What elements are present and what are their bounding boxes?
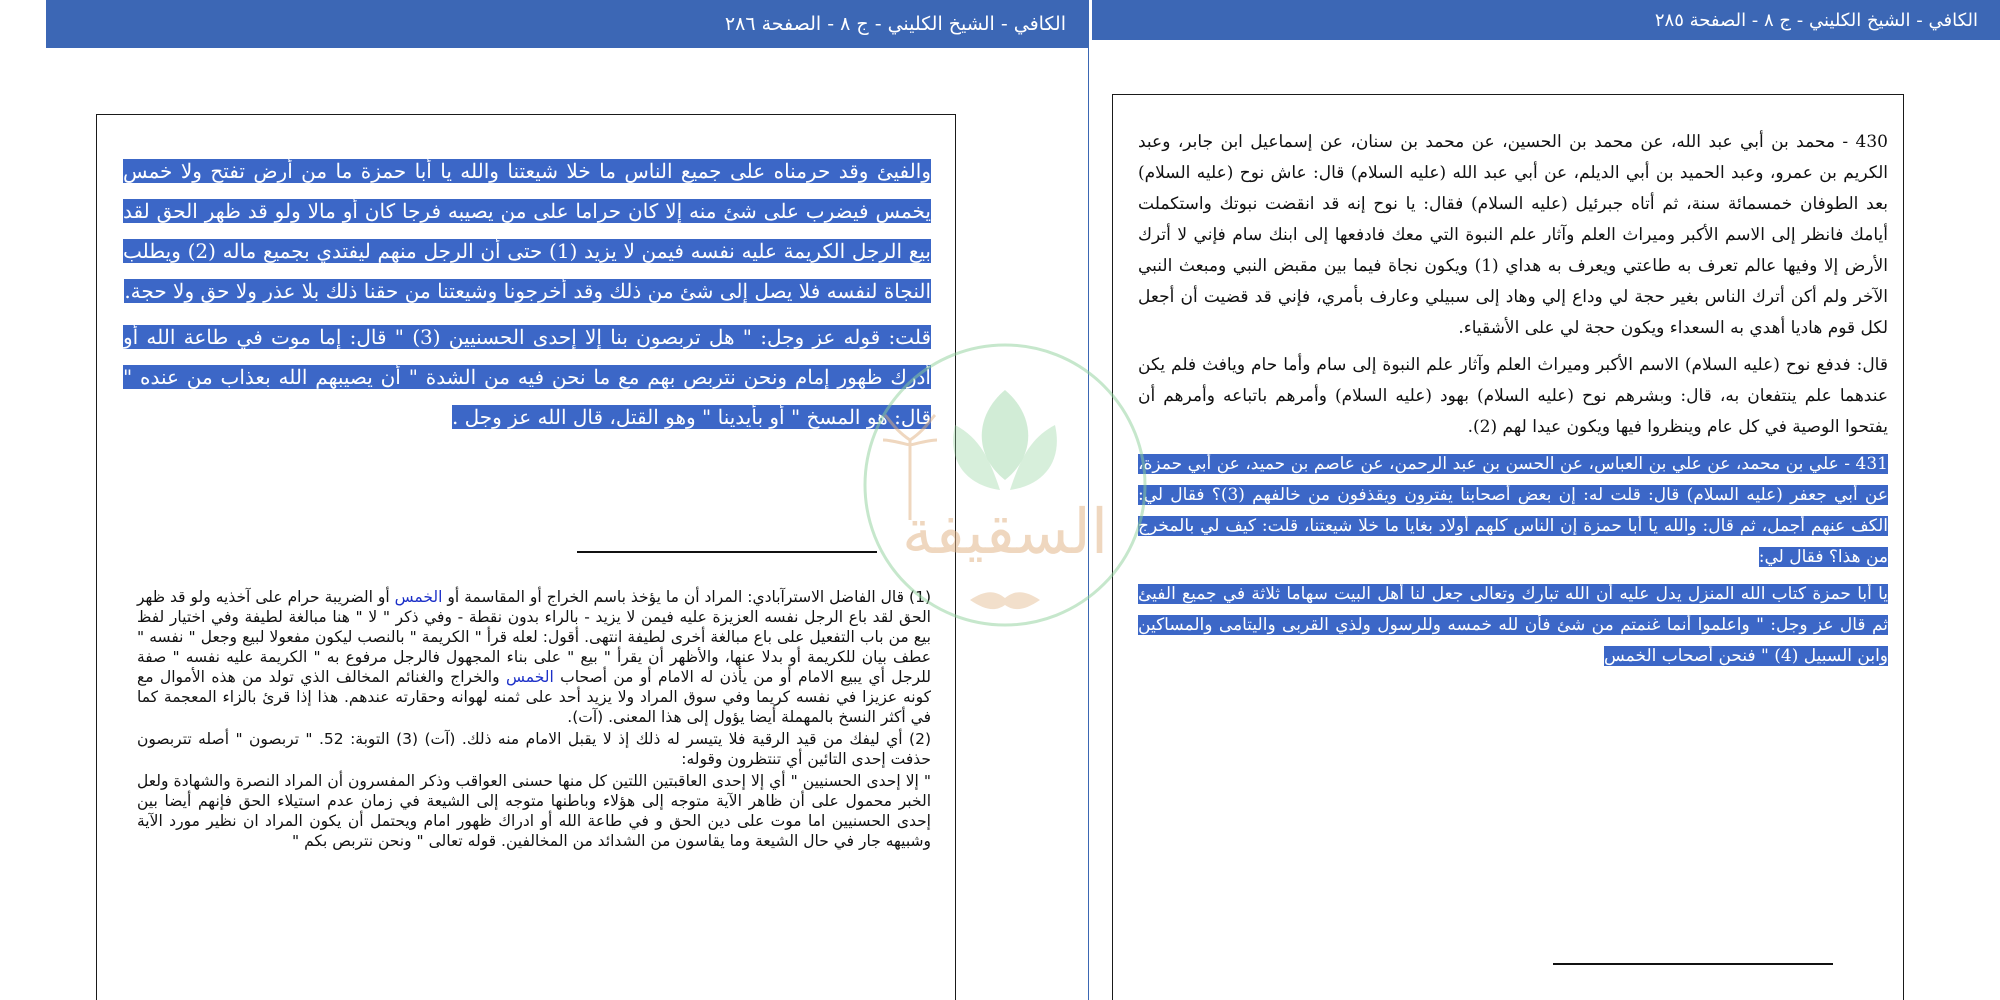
- page-sheet-286[interactable]: [96, 114, 956, 1000]
- page-header-286: [46, 0, 1088, 48]
- page-title-285: الكافي - الشيخ الكليني - ج ٨ - الصفحة ٢٨٥: [1654, 9, 1978, 31]
- keyword-highlight[interactable]: الخمس: [506, 668, 554, 686]
- page-sheet-285[interactable]: [1112, 94, 1904, 1000]
- footnote[interactable]: " إلا إحدى الحسنيين " أي إلا إحدى العاقبتين اللتين كل منها حسنى العواقب وذكر المفسرون أن المراد النصرة والشهادة ولعل الخبر محمول على أن ظاهر الآية متوجه إلى هؤلاء وباطنها متوجه إلى الشيعة في زمان عدم استيلاء الحق فإنهم أيضا بين إحدى الحسنيين اما موت على دين الحق و في طاعة الله أو ادراك ظهور امام ويحتمل أن يكون المراد ان نظير مورد الآية وشبيهه جار في حال الشيعة وما يقاسون من الشدائد من المخالفين. قوله تعالى " ونحن نتربص بكم ": [137, 772, 931, 850]
- paragraph[interactable]: [123, 317, 931, 437]
- footnotes-286[interactable]: [137, 587, 931, 853]
- paragraph-430[interactable]: 430 - محمد بن أبي عبد الله، عن محمد بن الحسين، عن محمد بن سنان، عن إسماعيل ابن جابر، وعبد الكريم بن عمرو، وعبد الحميد بن أبي الديلم، عن أبي عبد الله (عليه السلام) قال: عاش نوح (عليه السلام) بعد الطوفان خمسمائة سنة، ثم أتاه جبرئيل (عليه السلام) فقال: يا نوح إنه قد انقضت نبوتك واستكملت أيامك فانظر إلى الاسم الأكبر وميراث العلم وآثار علم النبوة التي معك فادفعها إلى ابنك سام فإني لا أترك الأرض إلا وفيها عالم تعرف به طاعتي ويعرف به هداي (1) ويكون نجاة فيما بين مقبض النبي ومبعث النبي الآخر ولم أكن أترك الناس بغير حجة لي وداع إلي وهاد إلى سبيلي وعارف بأمري، فإني قد قضيت أن أجعل لكل قوم هاديا أهدي به السعداء ويكون حجة لي على الأشقياء.: [1138, 132, 1888, 338]
- selected-text[interactable]: قلت: قوله عز وجل: " هل تربصون بنا إلا إحدى الحسنيين (3) " قال: إما موت في طاعة الله أو أدرك ظهور إمام ونحن نتربص بهم مع ما نحن فيه من الشدة " أن يصيبهم الله بعذاب من عنده " قال: هو المسخ " أو بأيدينا " وهو القتل، قال الله عز وجل .: [123, 325, 932, 429]
- paragraph-431[interactable]: [1138, 449, 1888, 573]
- page-pane-286[interactable]: [46, 0, 1089, 1000]
- paragraph-431-continued[interactable]: [1138, 579, 1888, 672]
- footnote[interactable]: (1) قال الفاضل الاسترآبادي: المراد أن ما يؤخذ باسم الخراج أو المقاسمة أو الخمس أو الضريبة حرام على آخذيه ولو قد ظهر الحق لقد باع الرجل نفسه العزيزة عليه فيمن لا يزيد - بالراء بدون نقطة - وفي ذكر " لا " هنا مبالغة لطيفة وفي اختيار لفظ بيع من باب التفعيل على باع مبالغة أخرى لطيفة انتهى. أقول: لعله قرأ " الكريمة " بالنصب ليكون مفعولا لبيع وجعل " نفسه " عطف بيان للكريمة أو بدلا عنها، والأظهر أن يقرأ " بيع " على بناء المجهول فالرجل مرفوع به " الكريمة عليه نفسه " صفة للرجل أي يبيع الامام أو من يأذن له الامام أو من أصحاب الخمس والخراج والغنائم المخالف الذي تولد من هذه الأموال مع كونه عزيزا في نفسه كريما وفي سوق المراد ولا يزيد أحد على ثمنه لهوانه وحقارته عندهم. هذا إذا قرئ بالزاء المعجمة كما في أكثر النسخ بالمهملة أيضا يؤول إلى هذا المعنى. (آت).: [137, 588, 931, 726]
- paragraph-430-continued[interactable]: قال: فدفع نوح (عليه السلام) الاسم الأكبر وميراث العلم وآثار علم النبوة إلى سام وأما حام ويافث فلم يكن عندهما علم ينتفعان به، قال: وبشرهم نوح (عليه السلام) بهود (عليه السلام) وأمرهم باتباعه وأمرهم أن يفتحوا الوصية في كل عام وينظروا فيها ويكون عيدا لهم (2).: [1138, 355, 1888, 437]
- page-pane-285[interactable]: [1092, 0, 2000, 1000]
- selected-text[interactable]: 431 - علي بن محمد، عن علي بن العباس، عن الحسن بن عبد الرحمن، عن عاصم بن حميد، عن أبي حمزة، عن أبي جعفر (عليه السلام) قال: قلت له: إن بعض أصحابنا يفترون ويقذفون من خالفهم (3)؟ فقال لي: الكف عنهم أجمل، ثم قال: والله يا أبا حمزة إن الناس كلهم أولاد بغايا ما خلا شيعتنا، قلت: كيف لي بالمخرج من هذا؟ فقال لي:: [1138, 454, 1888, 567]
- selected-text[interactable]: والفيئ وقد حرمناه على جميع الناس ما خلا شيعتنا والله يا أبا حمزة ما من أرض تفتح ولا خمس يخمس فيضرب على شئ منه إلا كان حراما على من يصيبه فرجا كان أو مالا ولو قد ظهر الحق لقد بيع الرجل الكريمة عليه نفسه فيمن لا يزيد (1) حتى أن الرجل منهم ليفتدي بجميع ماله (2) ويطلب النجاة لنفسه فلا يصل إلى شئ من ذلك وقد أخرجونا وشيعتنا من حقنا ذلك بلا عذر ولا حق ولا حجة.: [123, 159, 931, 303]
- paragraph[interactable]: [123, 151, 931, 311]
- page-title-286: الكافي - الشيخ الكليني - ج ٨ - الصفحة ٢٨٦: [724, 13, 1066, 35]
- main-text-285[interactable]: [1138, 127, 1888, 678]
- watermark-text: السقيفة: [901, 495, 1109, 568]
- selected-text[interactable]: يا أبا حمزة كتاب الله المنزل يدل عليه أن الله تبارك وتعالى جعل لنا أهل البيت سهاما ثلاثة في جميع الفيئ ثم قال عز وجل: " واعلموا أنما غنمتم من شئ فأن لله خمسه وللرسول ولذي القربى واليتامى والمساكين وابن السبيل (4) " فنحن أصحاب الخمس: [1138, 584, 1888, 666]
- main-text-286[interactable]: [123, 151, 931, 443]
- footnote-divider: [1553, 963, 1833, 965]
- keyword-highlight[interactable]: الخمس: [394, 588, 443, 606]
- page-header-285: [1092, 0, 2000, 40]
- footnote-divider: [577, 551, 877, 553]
- footnote[interactable]: (2) أي ليفك من قيد الرقية فلا يتيسر له ذلك إذ لا يقبل الامام منه ذلك. (آت) (3) التوبة: 52. " تربصون " أصله تتربصون حذفت إحدى التائين أي تنتظرون وقوله:: [137, 730, 932, 768]
